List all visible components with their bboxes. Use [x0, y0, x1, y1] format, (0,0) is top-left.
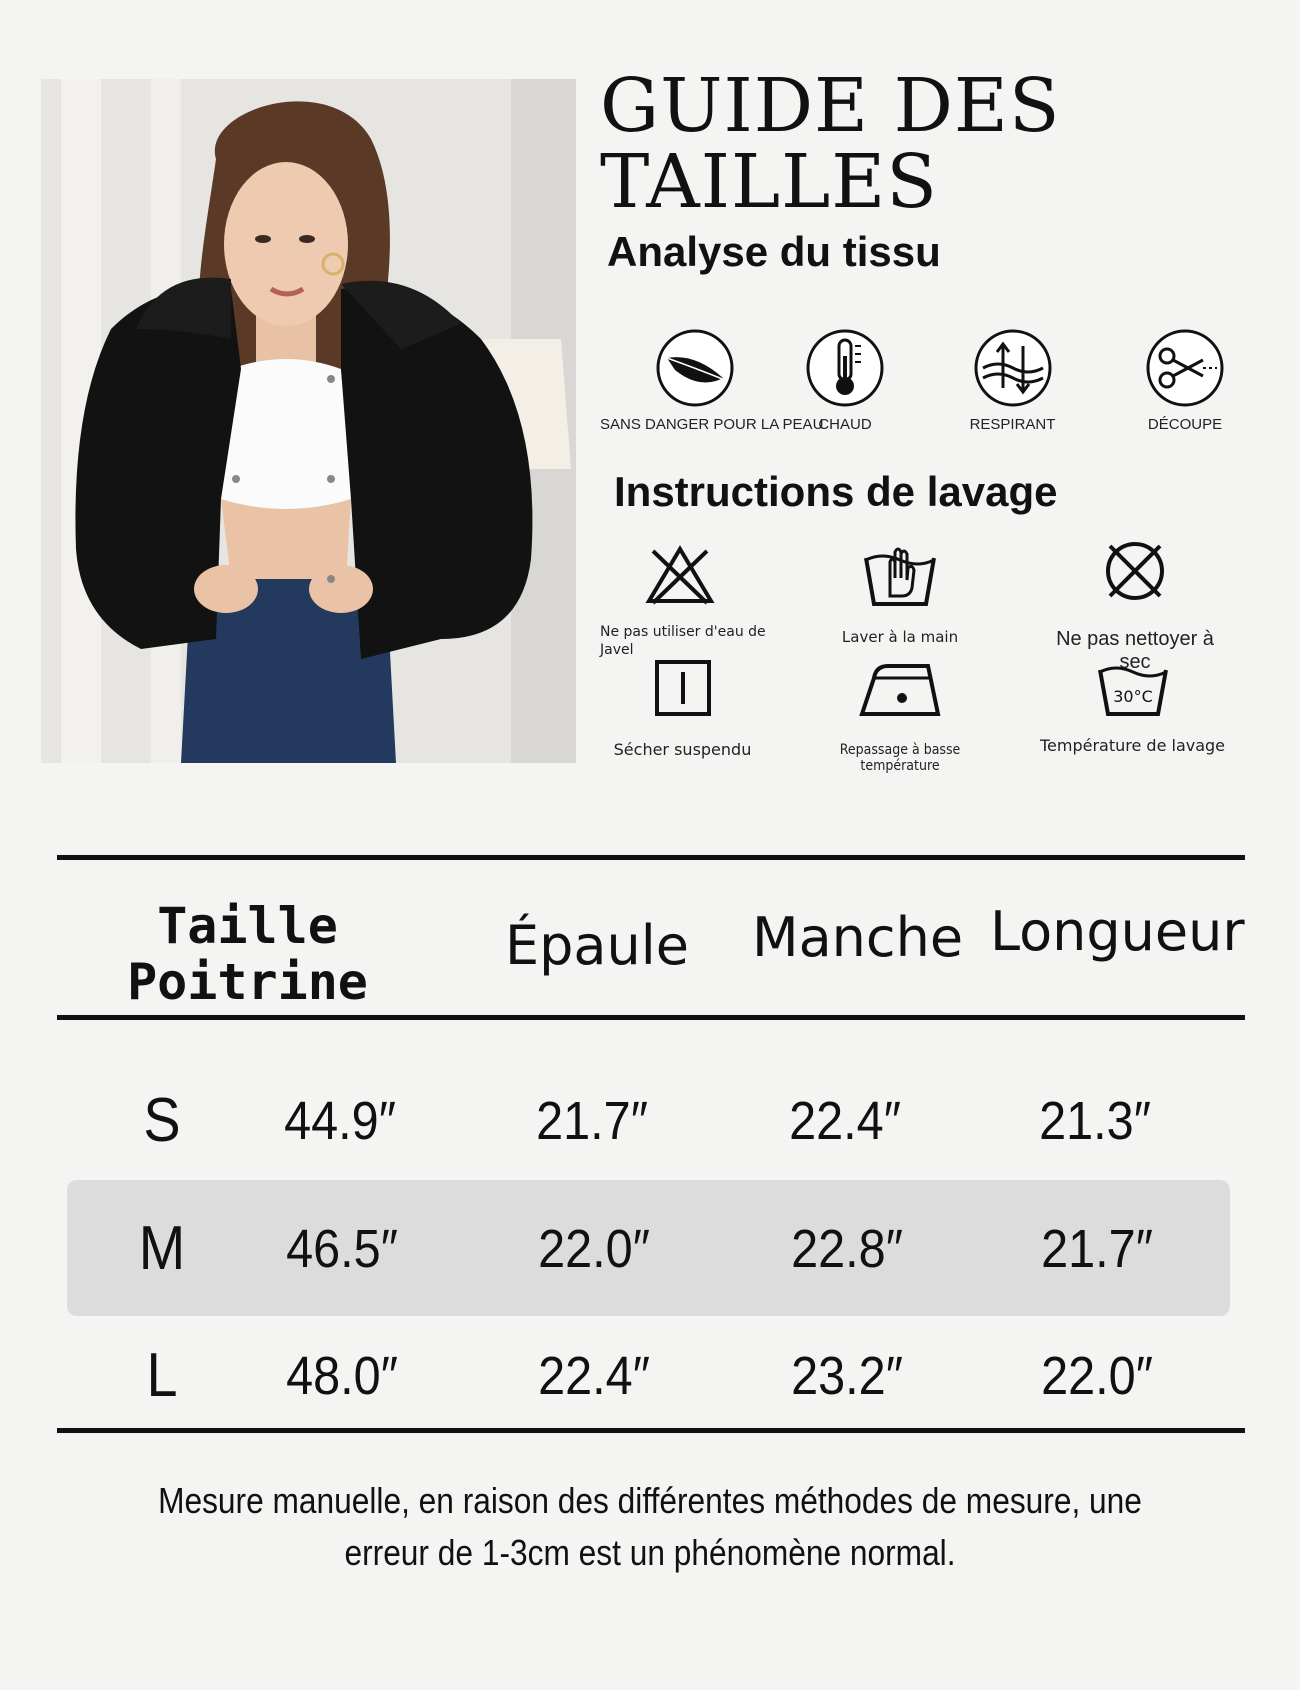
wash-label: Repassage à basse température: [839, 742, 961, 774]
header-size-chest: [110, 898, 385, 1010]
cell-chest: 48.0″: [286, 1346, 398, 1406]
cell-sleeve: 22.4″: [789, 1091, 901, 1151]
header-shoulder: Épaule: [505, 914, 689, 977]
fabric-label: SANS DANGER POUR LA PEAU: [600, 416, 824, 433]
wash-item-no-bleach: [600, 545, 770, 659]
breathable-icon: [973, 328, 1053, 408]
cell-size: M: [138, 1214, 186, 1283]
model-photo: [41, 79, 576, 763]
fabric-label: RESPIRANT: [969, 416, 1056, 433]
cell-chest: 44.9″: [284, 1091, 396, 1151]
wash-30-icon: [1096, 662, 1170, 718]
title-line-1: GUIDE DES: [600, 63, 1061, 149]
wash-label: Sécher suspendu: [613, 740, 752, 759]
fabric-item-cut: [1135, 328, 1235, 433]
cell-sleeve: 22.8″: [791, 1219, 903, 1279]
header-sleeve: Manche: [752, 906, 964, 969]
hand-wash-icon: [862, 538, 938, 608]
header-length: Longueur: [990, 900, 1245, 963]
cell-shoulder: 22.0″: [538, 1219, 650, 1279]
thermometer-icon: [805, 328, 885, 408]
iron-low-icon: [858, 660, 942, 718]
wash-label: Laver à la main: [841, 628, 959, 646]
cell-sleeve: 23.2″: [791, 1346, 903, 1406]
line-dry-icon: [653, 658, 713, 718]
cell-chest: 46.5″: [286, 1219, 398, 1279]
cell-length: 22.0″: [1041, 1346, 1153, 1406]
cell-shoulder: 22.4″: [538, 1346, 650, 1406]
cell-shoulder: 21.7″: [536, 1091, 648, 1151]
cell-size: L: [146, 1341, 178, 1410]
fabric-heading: Analyse du tissu: [607, 228, 941, 275]
wash-label: Température de lavage: [1039, 736, 1226, 755]
table-top-rule: [57, 855, 1245, 860]
title-line-2: TAILLES: [600, 139, 938, 225]
note-line-1: Mesure manuelle, en raison des différentes méthodes de mesure, une: [158, 1480, 1142, 1521]
no-dry-clean-icon: [1102, 538, 1168, 604]
cell-length: 21.7″: [1041, 1219, 1153, 1279]
page-title: [600, 63, 1120, 225]
feather-icon: [655, 328, 735, 408]
washing-heading: Instructions de lavage: [614, 468, 1058, 515]
fabric-item-breathable: [960, 328, 1065, 433]
header-chest: Poitrine: [127, 953, 368, 1011]
cell-length: 21.3″: [1039, 1091, 1151, 1151]
scissors-icon: [1145, 328, 1225, 408]
cell-size: S: [143, 1086, 181, 1155]
fabric-label: DÉCOUPE: [1147, 416, 1223, 433]
wash-item-line-dry: [605, 658, 760, 759]
wash-temp-text: 30°C: [1112, 687, 1153, 706]
no-bleach-icon: [645, 545, 715, 605]
wash-label: Ne pas nettoyer à sec: [1056, 628, 1214, 673]
table-header-rule: [57, 1015, 1245, 1020]
measurement-note: [148, 1475, 1151, 1579]
fabric-item-skin-safe: [600, 328, 824, 433]
wash-item-iron-low: [795, 660, 1005, 774]
fabric-item-warm: [795, 328, 895, 433]
wash-item-hand-wash: [820, 538, 980, 646]
wash-label: Ne pas utiliser d'eau de Javel: [600, 624, 766, 658]
wash-item-wash-30: [1035, 662, 1230, 755]
table-bottom-rule: [57, 1428, 1245, 1433]
fabric-label: CHAUD: [818, 416, 872, 433]
wash-item-no-dry-clean: [1040, 538, 1230, 674]
note-line-2: erreur de 1-3cm est un phénomène normal.: [344, 1532, 956, 1573]
header-size: Taille: [157, 897, 338, 955]
